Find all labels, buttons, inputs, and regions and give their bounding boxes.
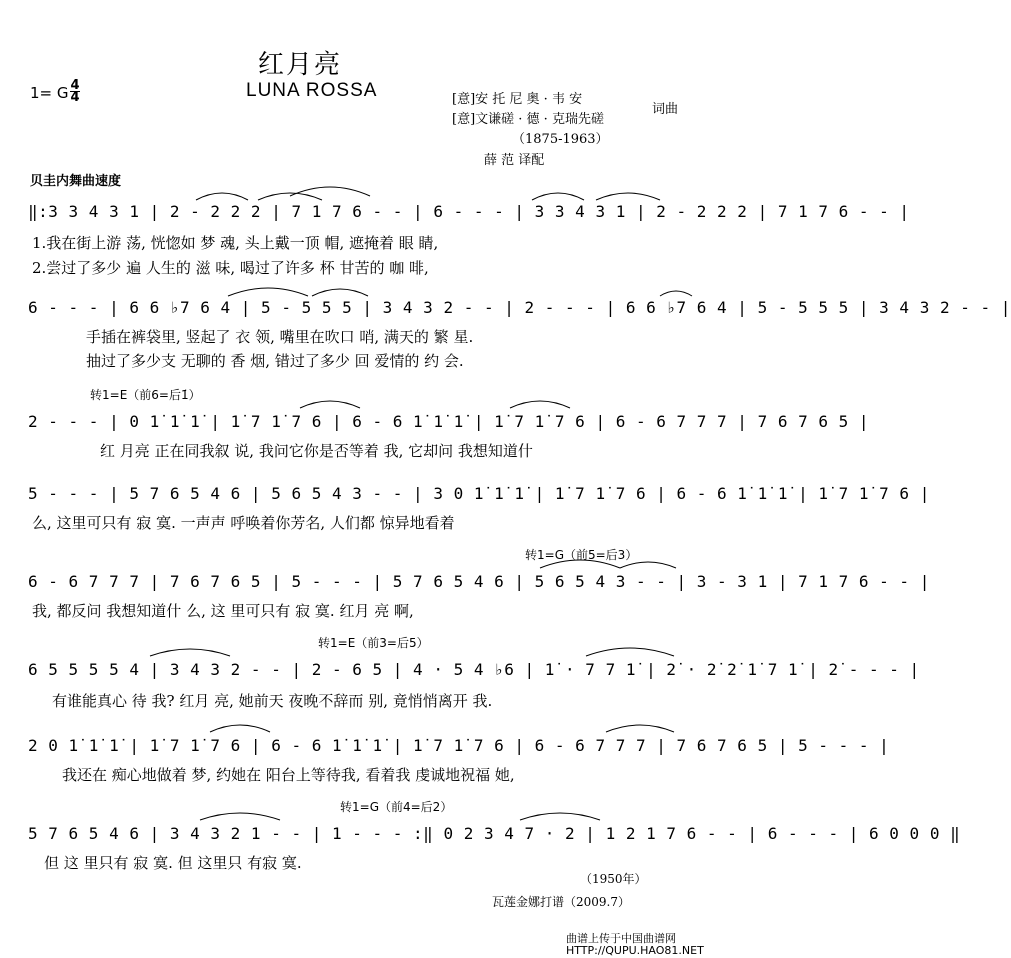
- notation-line-7: 2 0 1̇ 1̇ 1̇ | 1̇ 7 1̇ 7 6 | 6 - 6 1̇ 1̇ 1̇ | 1̇ 7 1̇ 7 6 | 6 - 6 7 7 7 | 7 6 7 6 5 | 5 - - - |: [28, 736, 890, 755]
- slur-arc: [596, 193, 660, 200]
- notation-line-8: 5 7 6 5 4 6 | 3 4 3 2 1 - - | 1 - - - :‖ 0 2 3 4 7 · 2 | 1 2 1 7 6 - - | 6 - - - | 6 0 0 0 ‖: [28, 824, 961, 843]
- lyric-line-1a: 1.我在街上游 荡, 恍惚如 梦 魂, 头上戴一顶 帽, 遮掩着 眼 睛,: [32, 234, 439, 252]
- slur-arc: [150, 649, 230, 656]
- slur-arc: [210, 725, 270, 732]
- modulation-3: 转1=E（前3=后5）: [318, 636, 429, 650]
- credit-years: （1875-1963）: [512, 132, 609, 147]
- credit-line-2: [意]文谦磋 · 德 · 克瑞先磋: [452, 112, 604, 127]
- modulation-4: 转1=G（前4=后2）: [340, 800, 453, 814]
- modulation-2: 转1=G（前5=后3）: [525, 548, 638, 562]
- credit-translator: 薛 范 译配: [484, 153, 545, 168]
- slur-arc: [586, 648, 674, 656]
- credit-role: 词曲: [652, 102, 679, 117]
- key-signature: 1= G: [30, 84, 69, 102]
- watermark-cn: 曲谱上传于中国曲谱网: [566, 932, 676, 945]
- slur-arc: [510, 401, 570, 408]
- slur-arc: [532, 193, 584, 200]
- slur-arc: [196, 193, 248, 200]
- slur-arc: [606, 725, 674, 732]
- notation-line-2: 6 - - - | 6 6 ♭7 6 4 | 5 - 5 5 5 | 3 4 3 2 - - | 2 - - - | 6 6 ♭7 6 4 | 5 - 5 5 5 | 3 4 3 2 - - |: [28, 298, 1011, 317]
- notation-line-5: 6 - 6 7 7 7 | 7 6 7 6 5 | 5 - - - | 5 7 6 5 4 6 | 5 6 5 4 3 - - | 3 - 3 1 | 7 1 7 6 - - |: [28, 572, 930, 591]
- lyric-line-3: 红 月亮 正在同我叙 说, 我问它你是否等着 我, 它却问 我想知道什: [100, 442, 533, 460]
- slur-arc: [540, 560, 620, 568]
- meter-top: 4: [70, 78, 80, 93]
- year-note: （1950年）: [580, 872, 647, 886]
- lyric-line-1b: 2.尝过了多少 遍 人生的 滋 味, 喝过了许多 杯 甘苦的 咖 啡,: [32, 259, 429, 277]
- credit-line-1: [意]安 托 尼 奥 · 韦 安: [452, 92, 583, 107]
- lyric-line-5: 我, 都反问 我想知道什 么, 这 里可只有 寂 寞. 红月 亮 啊,: [32, 602, 414, 620]
- lyric-line-7: 我还在 痴心地做着 梦, 约她在 阳台上等待我, 看着我 虔诚地祝福 她,: [62, 766, 515, 784]
- lyric-line-4: 么, 这里可只有 寂 寞. 一声声 呼唤着你芳名, 人们都 惊异地看着: [32, 514, 455, 532]
- lyric-line-2a: 手插在裤袋里, 竖起了 衣 领, 嘴里在吹口 哨, 满天的 繁 星.: [86, 328, 474, 346]
- slur-arc: [312, 289, 368, 296]
- lyric-line-2b: 抽过了多少支 无聊的 香 烟, 错过了多少 回 爱情的 约 会.: [86, 352, 464, 370]
- slur-arc: [620, 562, 676, 568]
- slur-arc: [660, 291, 692, 296]
- tempo-marking: 贝圭内舞曲速度: [30, 174, 122, 189]
- notation-line-4: 5 - - - | 5 7 6 5 4 6 | 5 6 5 4 3 - - | 3 0 1̇ 1̇ 1̇ | 1̇ 7 1̇ 7 6 | 6 - 6 1̇ 1̇ 1̇ | 1̇ 7 1̇ 7 6 |: [28, 484, 930, 503]
- meter-bottom: 4: [70, 90, 80, 105]
- slur-arc: [520, 813, 600, 820]
- notation-line-6: 6 5 5 5 5 4 | 3 4 3 2 - - | 2 - 6 5 | 4 · 5 4 ♭6 | 1̇ · 7 7 1̇ | 2̇ · 2̇ 2̇ 1̇ 7 1̇ | 2̇ - - - |: [28, 660, 920, 679]
- slur-arc: [228, 288, 308, 296]
- song-title-english: LUNA ROSSA: [246, 80, 378, 101]
- slur-arc: [258, 193, 322, 200]
- watermark-url: HTTP://QUPU.HAO81.NET: [566, 944, 704, 957]
- notation-line-3: 2 - - - | 0 1̇ 1̇ 1̇ | 1̇ 7 1̇ 7 6 | 6 - 6 1̇ 1̇ 1̇ | 1̇ 7 1̇ 7 6 | 6 - 6 7 7 7 | 7 6 7 6 5 |: [28, 412, 870, 431]
- modulation-1: 转1=E（前6=后1̇）: [90, 388, 201, 402]
- slur-arc: [300, 401, 360, 408]
- typist-credit: 瓦莲金娜打谱（2009.7）: [492, 895, 630, 909]
- notation-line-1: ‖:3 3 4 3 1 | 2 - 2 2 2 | 7 1 7 6 - - | 6 - - - | 3 3 4 3 1 | 2 - 2 2 2 | 7 1 7 6 - - |: [28, 202, 910, 221]
- song-title-chinese: 红月亮: [258, 50, 343, 80]
- lyric-line-8: 但 这 里只有 寂 寞. 但 这里只 有寂 寞.: [44, 854, 302, 872]
- lyric-line-6: 有谁能真心 待 我? 红月 亮, 她前天 夜晚不辞而 别, 竟悄悄离开 我.: [52, 692, 493, 710]
- slur-arc: [200, 813, 280, 820]
- slur-arc: [290, 187, 370, 196]
